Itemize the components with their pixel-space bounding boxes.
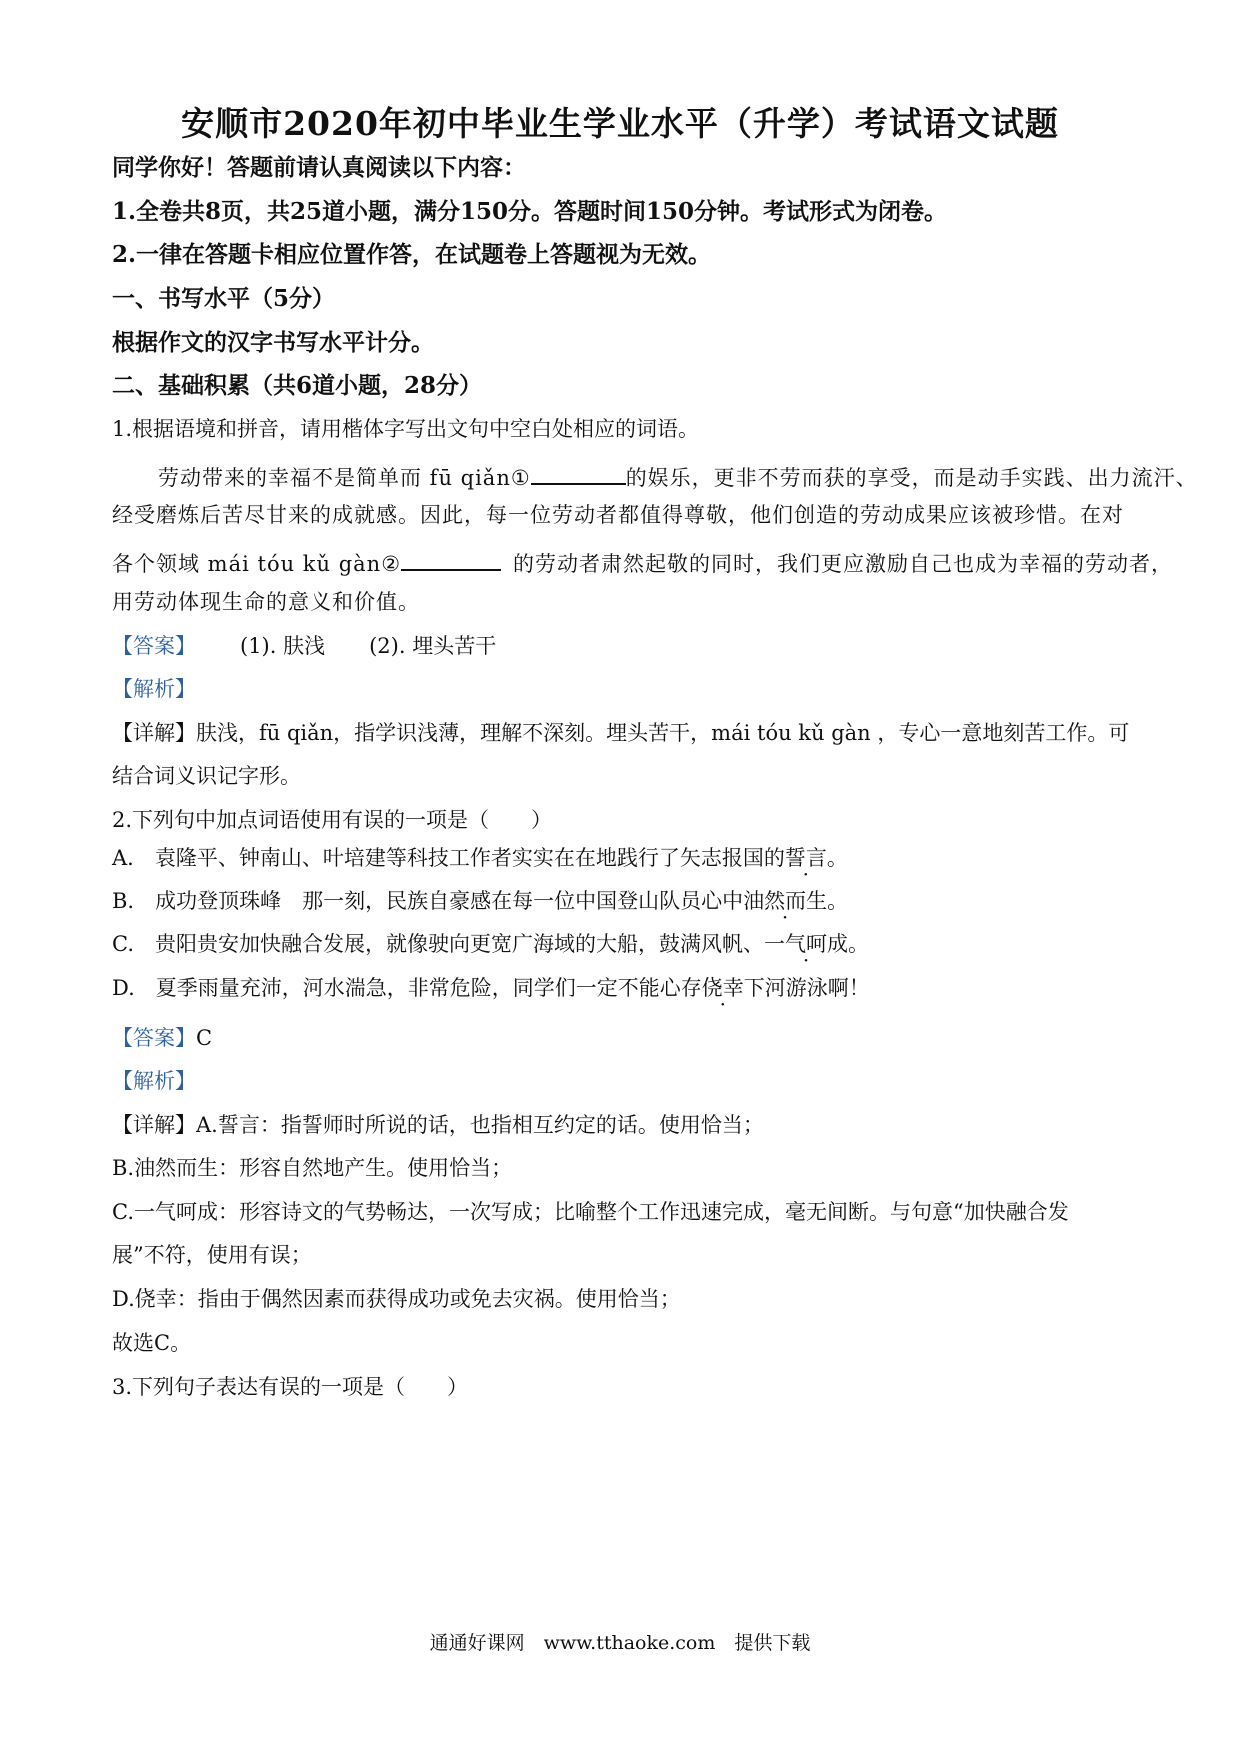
option-b (112, 889, 1128, 914)
answer-tag: 【答案】 (112, 634, 196, 658)
section-1-heading: 一、书写水平（5分） (112, 285, 336, 312)
answer-2: (2). 埋头苦干 (369, 634, 497, 658)
answer-blank-1[interactable] (531, 461, 626, 485)
question-1-answer (112, 634, 1128, 659)
question-2-detail-c-line-2: 展”不符，使用有误； (112, 1243, 312, 1267)
notice-item-1: 1.全卷共8页，共25道小题，满分150分。答题时间150分钟。考试形式为闭卷。 (112, 198, 948, 225)
option-text: 。 (827, 889, 849, 913)
question-2-conclusion: 故选C。 (112, 1331, 192, 1355)
question-2-detail-b: B.油然而生：形容自然地产生。使用恰当； (112, 1156, 513, 1180)
detail-text: A.誓言：指誓师时所说的话，也指相互约定的话。使用恰当； (196, 1113, 764, 1137)
option-text: 下河游泳啊！ (743, 976, 870, 1000)
passage-text: 的娱乐，更非不劳而获的享受，而是动手实践、出力流汗、 (625, 466, 1198, 490)
option-a (112, 846, 1128, 871)
question-2-stem: 2.下列句中加点词语使用有误的一项是（ ） (112, 808, 553, 832)
question-2-detail-a (112, 1113, 1128, 1138)
option-text: 。 (826, 846, 848, 870)
option-text: A. 袁隆平、钟南山、叶培建等科技工作者实实在在地践行了矢志报国的 (112, 846, 785, 870)
option-text: 。 (848, 932, 869, 956)
dotted-word: 一气呵成 (764, 932, 848, 956)
notice-intro: 同学你好！答题前请认真阅读以下内容： (112, 154, 526, 181)
question-2-detail-c-line-1: C.一气呵成：形容诗文的气势畅达，一次写成；比喻整个工作迅速完成，毫无间断。与句意“加快融合发 (112, 1200, 1069, 1224)
section-1-text: 根据作文的汉字书写水平计分。 (112, 329, 434, 356)
detail-tag: 【详解】 (112, 721, 196, 745)
dotted-word: 油然而生 (743, 889, 828, 913)
detail-tag: 【详解】 (112, 1113, 196, 1137)
passage-text: 劳动带来的幸福不是简单而 fū qiǎn① (158, 466, 531, 490)
answer-blank-2[interactable] (401, 547, 501, 571)
question-1-passage-line-4: 用劳动体现生命的意义和价值。 (112, 590, 420, 614)
option-c (112, 932, 1128, 957)
option-text: C. 贵阳贵安加快融合发展，就像驶向更宽广海域的大船，鼓满风帆、 (112, 932, 764, 956)
answer-value: C (196, 1026, 213, 1050)
answer-1: (1). 肤浅 (240, 634, 326, 658)
dotted-word: 侥幸 (701, 976, 744, 1000)
notice-item-2: 2.一律在答题卡相应位置作答，在试题卷上答题视为无效。 (112, 241, 712, 268)
detail-text: 肤浅，fū qiǎn，指学识浅薄，理解不深刻。埋头苦干，mái tóu kǔ gàn ，专心一意地刻苦工作。可 (196, 721, 1130, 745)
question-1-passage-line-1 (158, 461, 1198, 491)
analysis-tag: 【解析】 (112, 677, 196, 701)
question-3-stem: 3.下列句子表达有误的一项是（ ） (112, 1375, 469, 1399)
page-title: 安顺市2020年初中毕业生学业水平（升学）考试语文试题 (181, 104, 1059, 143)
question-1-detail-line-1 (112, 721, 1128, 746)
option-text: D. 夏季雨量充沛，河水湍急，非常危险，同学们一定不能心存 (112, 976, 702, 1000)
dotted-word: 誓言 (784, 846, 827, 870)
page-footer: 通通好课网 www.tthaoke.com 提供下载 (429, 1632, 811, 1654)
passage-text: 各个领域 mái tóu kǔ gàn② (112, 552, 402, 576)
option-d (112, 976, 1128, 1001)
question-1-passage-line-2: 经受磨炼后苦尽甘来的成就感。因此，每一位劳动者都值得尊敬，他们创造的劳动成果应该被珍惜。在对 (112, 503, 1124, 527)
question-1-detail-line-2: 结合词义识记字形。 (112, 764, 301, 788)
option-text: B. 成功登顶珠峰 那一刻，民族自豪感在每一位中国登山队员心中 (112, 889, 744, 913)
question-1-stem: 1.根据语境和拼音，请用楷体字写出文句中空白处相应的词语。 (112, 417, 700, 441)
question-1-passage-line-3 (112, 547, 1174, 577)
passage-text: 的劳动者肃然起敬的同时，我们更应激励自己也成为幸福的劳动者， (513, 552, 1174, 576)
question-2-answer (112, 1026, 1128, 1051)
analysis-tag: 【解析】 (112, 1069, 196, 1093)
answer-tag: 【答案】 (112, 1026, 196, 1050)
question-2-detail-d: D.侥幸：指由于偶然因素而获得成功或免去灾祸。使用恰当； (112, 1287, 681, 1311)
section-2-heading: 二、基础积累（共6道小题，28分） (112, 372, 483, 399)
